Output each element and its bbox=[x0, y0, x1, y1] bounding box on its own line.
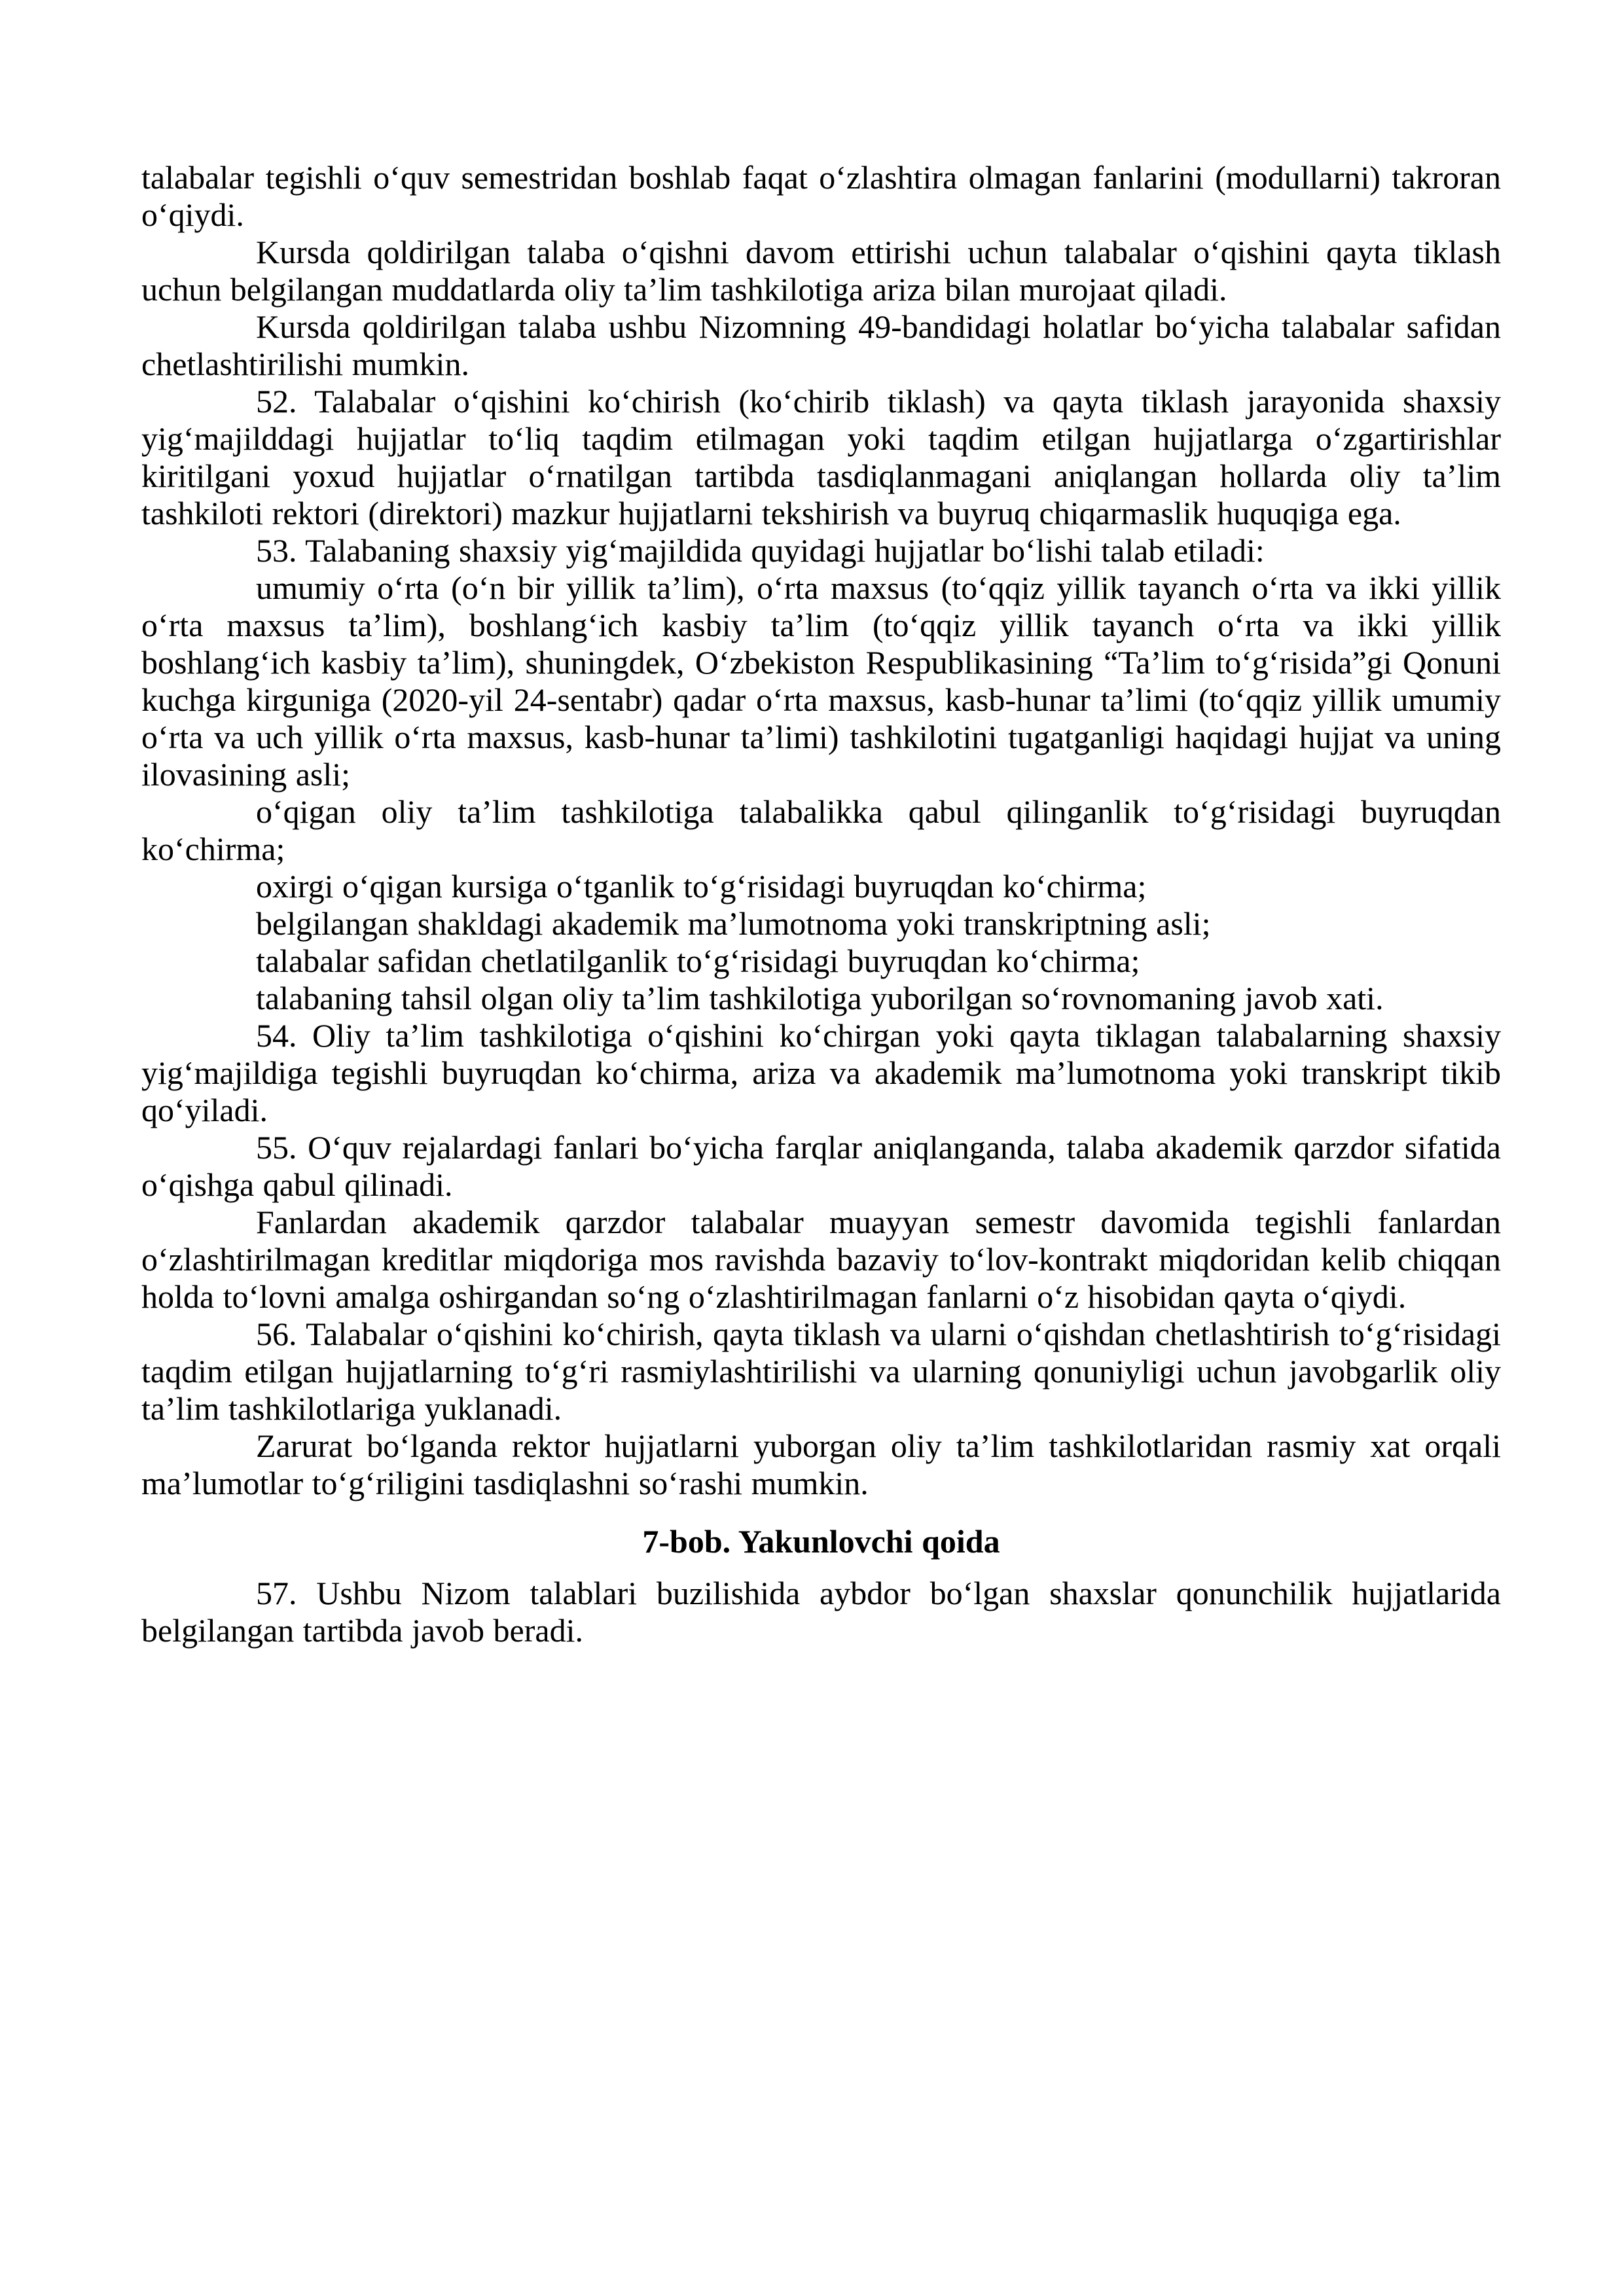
paragraph-kursda-1: Kursda qoldirilgan talaba oʻqishni davom ettirishi uchun talabalar oʻqishini qayta tiklash uchun belgilangan muddatlarda oliy taʼlim tashkilotiga ariza bilan murojaat qiladi. bbox=[141, 234, 1501, 308]
paragraph-clause-53-item-admission-order: oʻqigan oliy taʼlim tashkilotiga talabalikka qabul qilinganlik toʻgʻrisidagi buyruqdan koʻchirma; bbox=[141, 793, 1501, 867]
paragraph-clause-56-zarurat: Zarurat boʻlganda rektor hujjatlarni yuborgan oliy taʼlim tashkilotlaridan rasmiy xat orqali maʼlumotlar toʻgʻriligini tasdiqlashni soʻrashi mumkin. bbox=[141, 1427, 1501, 1501]
paragraph-kursda-2: Kursda qoldirilgan talaba ushbu Nizomning 49-bandidagi holatlar boʻyicha talabalar safidan chetlashtirilishi mumkin. bbox=[141, 308, 1501, 382]
paragraph-continuation: talabalar tegishli oʻquv semestridan boshlab faqat oʻzlashtira olmagan fanlarini (modullarni) takroran oʻqiydi. bbox=[141, 159, 1501, 233]
section-heading-7-bob: 7-bob. Yakunlovchi qoida bbox=[642, 1523, 1000, 1560]
paragraph-clause-53-item-transcript: belgilangan shakldagi akademik maʼlumotnoma yoki transkriptning asli; bbox=[256, 905, 1211, 942]
paragraph-clause-53-item-course-transfer: oxirgi oʻqigan kursiga oʻtganlik toʻgʻrisidagi buyruqdan koʻchirma; bbox=[256, 868, 1147, 905]
paragraph-clause-53-item-education-document: umumiy oʻrta (oʻn bir yillik taʼlim), oʻrta maxsus (toʻqqiz yillik tayanch oʻrta va ikki yillik oʻrta maxsus taʼlim), boshlangʻich kasbiy taʼlim (toʻqqiz yillik tayanch oʻrta va ikki yillik boshlangʻich kasbiy taʼlim), shuningdek, Oʻzbekiston Respublikasining “Taʼlim toʻgʻrisida”gi Qonuni kuchga kirguniga (2020-yil 24-sentabr) qadar oʻrta maxsus, kasb-hunar taʼlimi (toʻqqiz yillik umumiy oʻrta va uch yillik oʻrta maxsus, kasb-hunar taʼlimi) tashkilotini tugatganligi haqidagi hujjat va uning ilovasining asli; bbox=[141, 569, 1501, 793]
paragraph-clause-52: 52. Talabalar oʻqishini koʻchirish (koʻchirib tiklash) va qayta tiklash jarayonida shaxsiy yigʻmajilddagi hujjatlar toʻliq taqdim etilmagan yoki taqdim etilgan hujjatlarga oʻzgartirishlar kiritilgani yoxud hujjatlar oʻrnatilgan tartibda tasdiqlanmagani aniqlangan hollarda oliy taʼlim tashkiloti rektori (direktori) mazkur hujjatlarni tekshirish va buyruq chiqarmaslik huquqiga ega. bbox=[141, 383, 1501, 531]
paragraph-clause-53-item-inquiry-response: talabaning tahsil olgan oliy taʼlim tashkilotiga yuborilgan soʻrovnomaning javob xati. bbox=[256, 980, 1384, 1016]
paragraph-clause-57: 57. Ushbu Nizom talablari buzilishida aybdor boʻlgan shaxslar qonunchilik hujjatlarida belgilangan tartibda javob beradi. bbox=[141, 1575, 1501, 1649]
paragraph-clause-53: 53. Talabaning shaxsiy yigʻmajildida quyidagi hujjatlar boʻlishi talab etiladi: bbox=[256, 532, 1265, 569]
paragraph-clause-55-fanlardan: Fanlardan akademik qarzdor talabalar muayyan semestr davomida tegishli fanlardan oʻzlashtirilmagan kreditlar miqdoriga mos ravishda bazaviy toʻlov-kontrakt miqdoridan kelib chiqqan holda toʻlovni amalga oshirgandan soʻng oʻzlashtirilmagan fanlarni oʻz hisobidan qayta oʻqiydi. bbox=[141, 1204, 1501, 1315]
paragraph-clause-55: 55. Oʻquv rejalardagi fanlari boʻyicha farqlar aniqlanganda, talaba akademik qarzdor sifatida oʻqishga qabul qilinadi. bbox=[141, 1129, 1501, 1203]
paragraph-clause-56: 56. Talabalar oʻqishini koʻchirish, qayta tiklash va ularni oʻqishdan chetlashtirish toʻgʻrisidagi taqdim etilgan hujjatlarning toʻgʻri rasmiylashtirilishi va ularning qonuniyligi uchun javobgarlik oliy taʼlim tashkilotlariga yuklanadi. bbox=[141, 1316, 1501, 1427]
paragraph-clause-53-item-expulsion-order: talabalar safidan chetlatilganlik toʻgʻrisidagi buyruqdan koʻchirma; bbox=[256, 942, 1140, 979]
paragraph-clause-54: 54. Oliy taʼlim tashkilotiga oʻqishini koʻchirgan yoki qayta tiklagan talabalarning shaxsiy yigʻmajildiga tegishli buyruqdan koʻchirma, ariza va akademik maʼlumotnoma yoki transkript tikib qoʻyiladi. bbox=[141, 1017, 1501, 1128]
